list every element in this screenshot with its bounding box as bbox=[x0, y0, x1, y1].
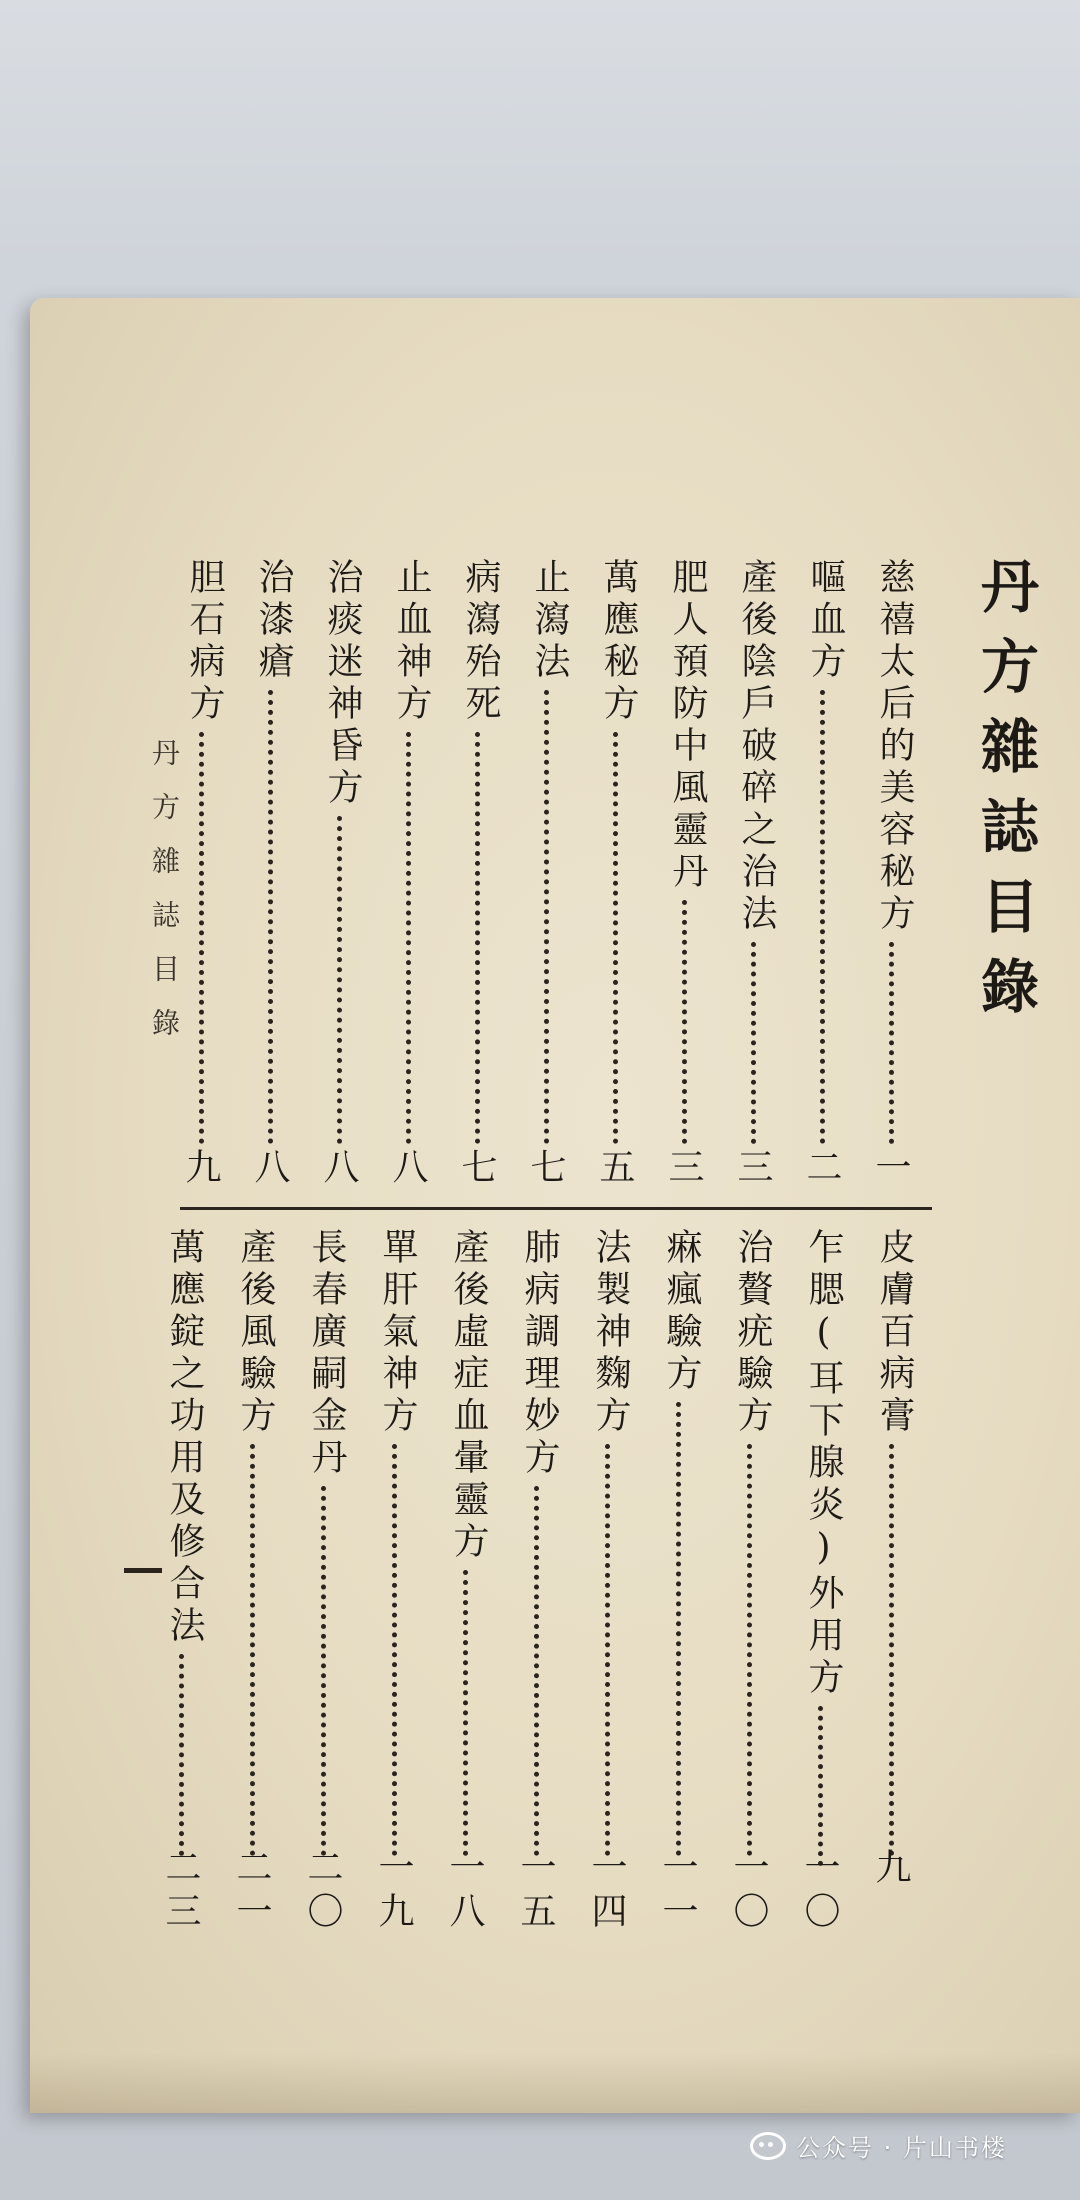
toc-entry bbox=[519, 1228, 560, 1862]
toc-entry-title: 法製神麴方 bbox=[590, 1228, 631, 1438]
leader-dots bbox=[406, 732, 417, 1144]
toc-page-number: 二一 bbox=[231, 1848, 272, 1936]
toc-entry-title: 治痰迷神昏方 bbox=[322, 558, 363, 810]
toc-entry-title: 肺病調理妙方 bbox=[519, 1228, 560, 1480]
toc-page-number: 七 bbox=[456, 1148, 497, 1192]
leader-dots bbox=[751, 942, 762, 1144]
leader-dots bbox=[337, 816, 348, 1144]
toc-entry-title: 單肝氣神方 bbox=[377, 1228, 418, 1438]
toc-entry bbox=[598, 558, 639, 1150]
toc-entry-title: 治贅疣驗方 bbox=[732, 1228, 773, 1438]
toc-page-number: 一〇 bbox=[799, 1848, 840, 1936]
toc-entry-title: 產後陰戶破碎之治法 bbox=[736, 558, 777, 936]
toc-entry-title: 胆石病方 bbox=[184, 558, 225, 726]
toc-entry bbox=[736, 558, 777, 1150]
toc-entry-title: 治漆瘡 bbox=[253, 558, 294, 684]
toc-page-number: 一〇 bbox=[728, 1848, 769, 1936]
toc-entry bbox=[732, 1228, 773, 1862]
toc-entry bbox=[391, 558, 432, 1150]
toc-entry-title: 萬應秘方 bbox=[598, 558, 639, 726]
toc-entry-title: 皮膚百病膏 bbox=[874, 1228, 915, 1438]
toc-entry-title: 止血神方 bbox=[391, 558, 432, 726]
toc-page-number: 五 bbox=[594, 1148, 635, 1192]
toc-page-number: 一一 bbox=[657, 1848, 698, 1936]
toc-page-number: 二三 bbox=[160, 1848, 201, 1936]
toc-page-number: 八 bbox=[318, 1148, 359, 1192]
toc-entry bbox=[306, 1228, 347, 1862]
toc-entry-title: 止瀉法 bbox=[529, 558, 570, 684]
toc-page-number: 八 bbox=[249, 1148, 290, 1192]
leader-dots bbox=[820, 690, 831, 1144]
leader-dots bbox=[392, 1444, 403, 1856]
leader-dots bbox=[889, 942, 900, 1144]
toc-entry-title: 乍腮(耳下腺炎)外用方 bbox=[803, 1228, 844, 1700]
leader-dots bbox=[463, 1570, 474, 1856]
toc-entry bbox=[184, 558, 225, 1150]
toc-entry-title: 慈禧太后的美容秘方 bbox=[874, 558, 915, 936]
toc-entry bbox=[874, 558, 915, 1150]
toc-page-number: 一五 bbox=[515, 1848, 556, 1936]
toc-entry bbox=[590, 1228, 631, 1862]
toc-entry bbox=[460, 558, 501, 1150]
toc-page-number: 二 bbox=[801, 1148, 842, 1192]
toc-entry-title: 病瀉殆死 bbox=[460, 558, 501, 726]
toc-page-number: 八 bbox=[387, 1148, 428, 1192]
folio-page-number bbox=[124, 1568, 162, 1573]
page-title: 丹方雜誌目錄 bbox=[971, 556, 1039, 1036]
running-head: 丹方雜誌目錄 bbox=[148, 738, 181, 1062]
toc-page-number: 二〇 bbox=[302, 1848, 343, 1936]
toc-entry bbox=[805, 558, 846, 1150]
toc-entry-title: 萬應錠之功用及修合法 bbox=[164, 1228, 205, 1648]
toc-page-number: 一 bbox=[870, 1148, 911, 1192]
toc-entry-title: 痳瘋驗方 bbox=[661, 1228, 702, 1396]
leader-dots bbox=[321, 1486, 332, 1856]
toc-page-number: 一四 bbox=[586, 1848, 627, 1936]
toc-page-number: 三 bbox=[732, 1148, 773, 1192]
leader-dots bbox=[199, 732, 210, 1144]
toc-entry-title: 長春廣嗣金丹 bbox=[306, 1228, 347, 1480]
leader-dots bbox=[179, 1654, 190, 1856]
toc-entry bbox=[667, 558, 708, 1150]
toc-page-number: 一九 bbox=[373, 1848, 414, 1936]
toc-entry-title: 嘔血方 bbox=[805, 558, 846, 684]
leader-dots bbox=[889, 1444, 900, 1856]
watermark-text: 公众号 · 片山书楼 bbox=[796, 2134, 1007, 2162]
toc-page-number: 三 bbox=[663, 1148, 704, 1192]
toc-page-number: 九 bbox=[180, 1148, 221, 1192]
section-divider bbox=[180, 1207, 932, 1210]
toc-entry bbox=[529, 558, 570, 1150]
toc-entry-title: 產後虛症血暈靈方 bbox=[448, 1228, 489, 1564]
leader-dots bbox=[268, 690, 279, 1144]
leader-dots bbox=[676, 1402, 687, 1856]
leader-dots bbox=[682, 900, 693, 1144]
leader-dots bbox=[534, 1486, 545, 1856]
wechat-icon bbox=[750, 2132, 786, 2160]
leader-dots bbox=[250, 1444, 261, 1856]
toc-entry bbox=[235, 1228, 276, 1862]
leader-dots bbox=[475, 732, 486, 1144]
leader-dots bbox=[747, 1444, 758, 1856]
toc-entry bbox=[164, 1228, 205, 1862]
toc-entry-title: 肥人預防中風靈丹 bbox=[667, 558, 708, 894]
toc-entry bbox=[253, 558, 294, 1150]
leader-dots bbox=[613, 732, 624, 1144]
leader-dots bbox=[605, 1444, 616, 1856]
toc-entry bbox=[377, 1228, 418, 1862]
leader-dots bbox=[818, 1706, 829, 1866]
toc-entry bbox=[661, 1228, 702, 1862]
toc-page-number: 七 bbox=[525, 1148, 566, 1192]
toc-page-number: 九 bbox=[870, 1848, 911, 1892]
toc-page-number: 一八 bbox=[444, 1848, 485, 1936]
leader-dots bbox=[544, 690, 555, 1144]
toc-entry bbox=[448, 1228, 489, 1862]
watermark bbox=[750, 2128, 1007, 2163]
toc-entry bbox=[803, 1228, 844, 1872]
toc-entry-title: 產後風驗方 bbox=[235, 1228, 276, 1438]
toc-entry bbox=[874, 1228, 915, 1862]
toc-entry bbox=[322, 558, 363, 1150]
